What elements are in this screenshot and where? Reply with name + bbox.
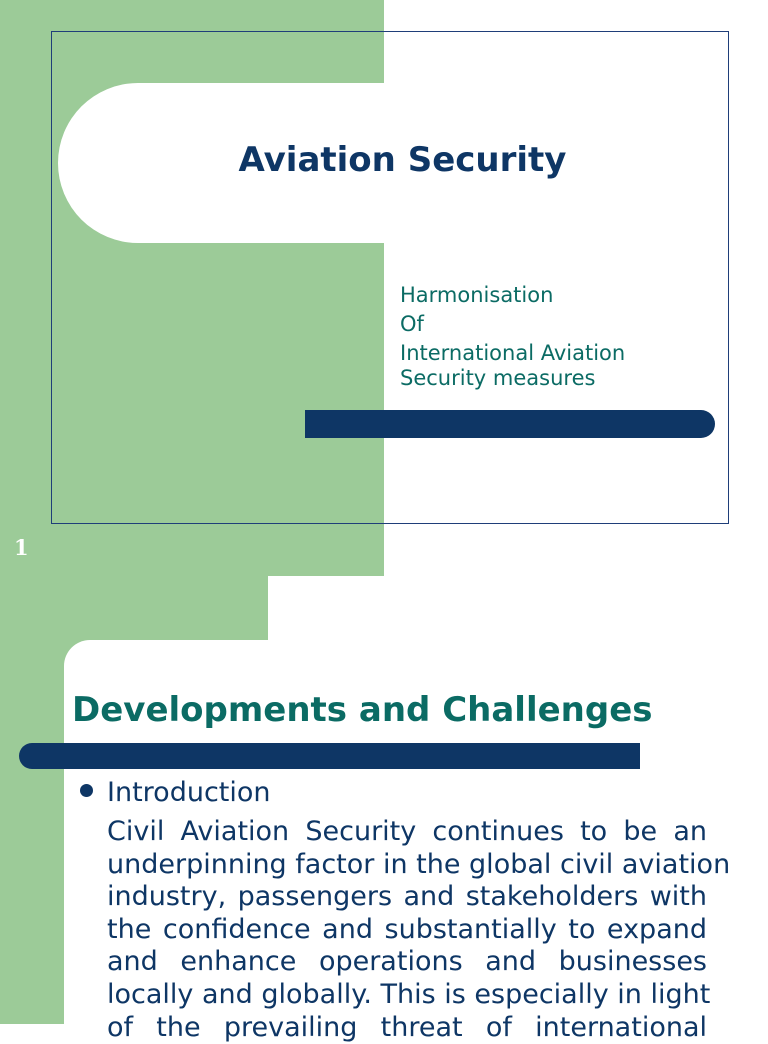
body-line: Civil Aviation Security continues to be an — [107, 816, 707, 847]
slide2-heading: Developments and Challenges — [72, 690, 653, 730]
body-line: industry, passengers and stakeholders with — [107, 881, 707, 913]
slide-number: 1 — [14, 535, 29, 560]
slide1-accent-bar — [305, 410, 715, 438]
bullet-icon — [80, 784, 93, 797]
slide2-accent-bar — [19, 743, 640, 769]
body-line: underpinning factor in the global civil aviation — [107, 848, 731, 880]
subtitle-line: Security measures — [400, 366, 596, 390]
body-line: and enhance operations and businesses — [107, 946, 707, 978]
body-paragraph — [107, 816, 731, 1044]
bullet-label: Introduction — [107, 777, 271, 808]
subtitle-line: Of — [400, 312, 424, 336]
slide-title: Aviation Security — [238, 140, 567, 180]
body-line: the confidence and substantially to expand — [107, 913, 707, 945]
body-line: locally and globally. This is especially in light — [107, 978, 711, 1010]
body-line: of the prevailing threat of international — [107, 1011, 707, 1043]
subtitle-line: International Aviation — [400, 341, 626, 365]
subtitle-line: Harmonisation — [400, 283, 554, 307]
slide-subtitle — [400, 281, 625, 393]
